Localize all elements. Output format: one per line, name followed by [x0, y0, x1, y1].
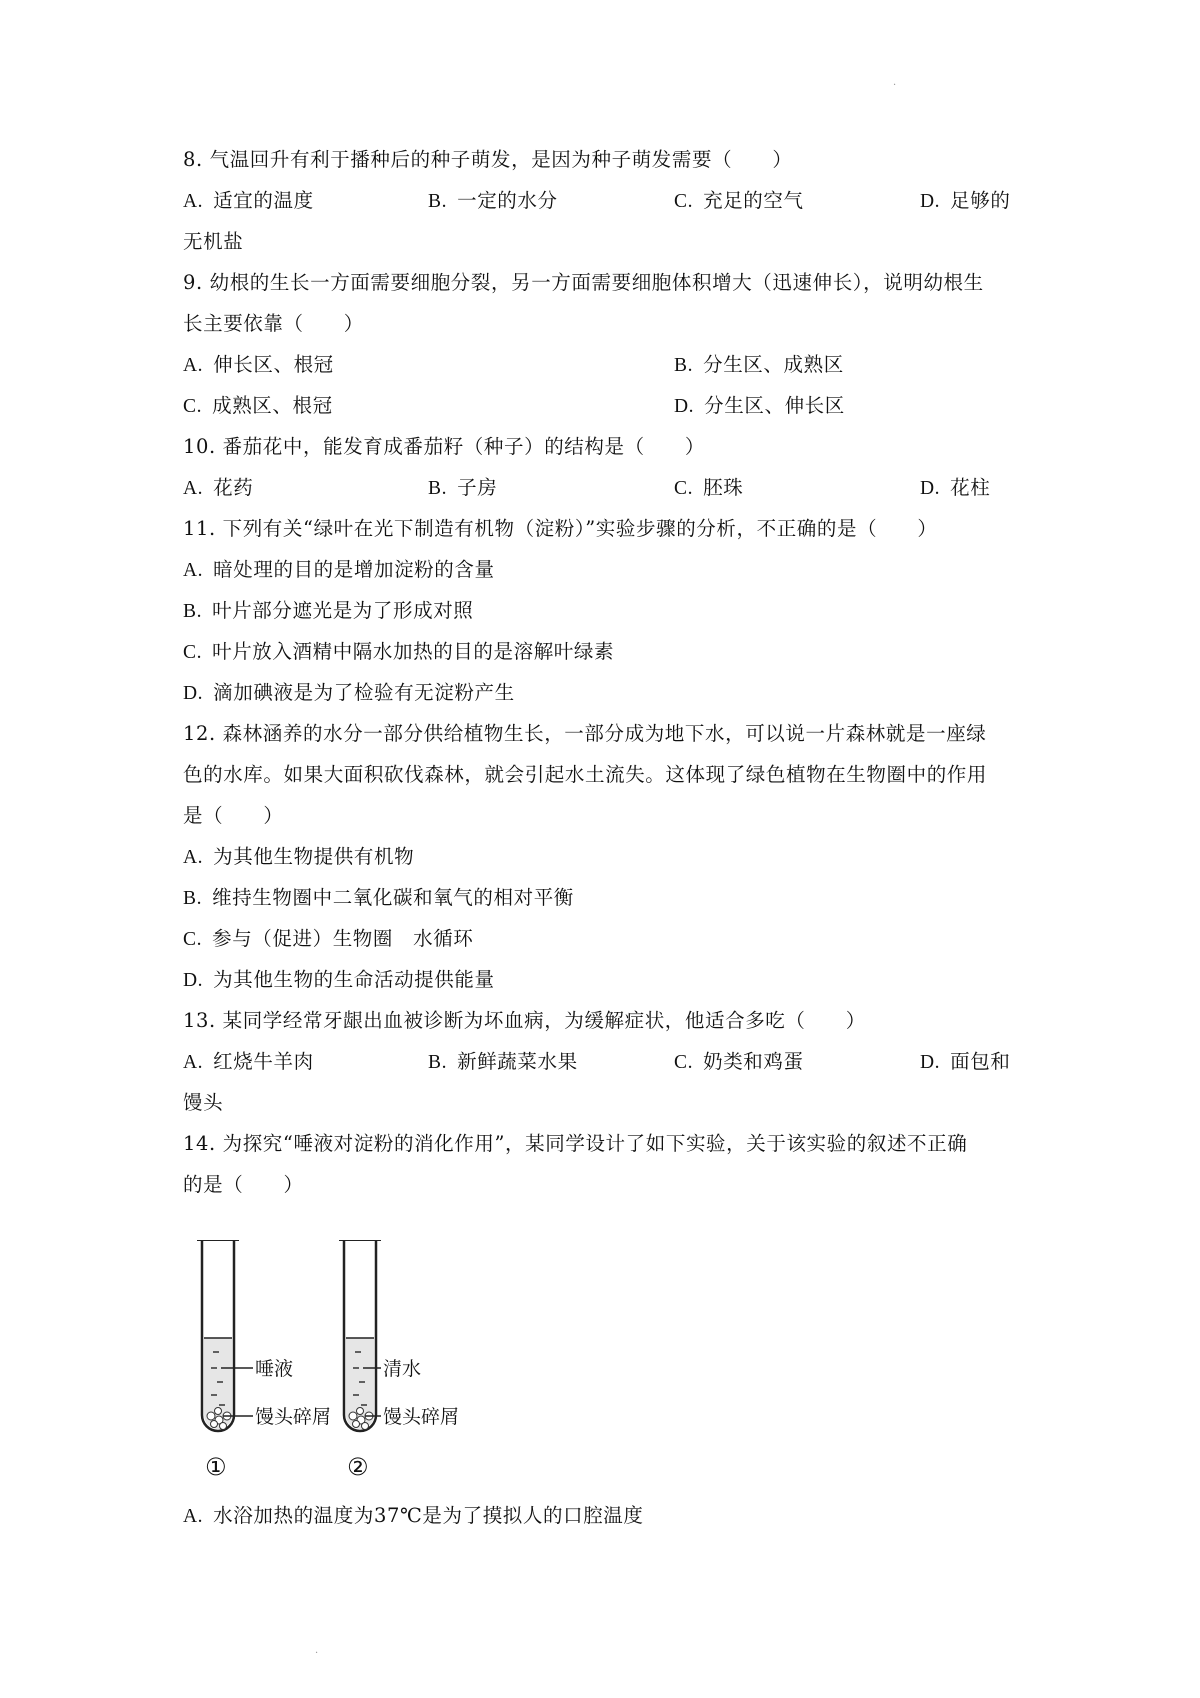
scan-dot: ·: [893, 80, 897, 91]
q11-option-b: B. 叶片部分遮光是为了形成对照: [183, 599, 474, 622]
q9-option-a: A. 伸长区、根冠: [183, 353, 334, 376]
q10-stem: 10. 番茄花中，能发育成番茄籽（种子）的结构是（ ）: [183, 435, 706, 458]
q13-option-a: A. 红烧牛羊肉: [183, 1050, 314, 1073]
q13-stem: 13. 某同学经常牙龈出血被诊断为坏血病，为缓解症状，他适合多吃（ ）: [183, 1009, 866, 1032]
q9-stem-line2: 长主要依靠（ ）: [183, 312, 364, 335]
q8-option-a: A. 适宜的温度: [183, 189, 314, 212]
q14-option-a: A. 水浴加热的温度为37℃是为了摸拟人的口腔温度: [183, 1504, 644, 1527]
tube2-liquid-label: 清水: [383, 1358, 422, 1380]
q11-stem: 11. 下列有关“绿叶在光下制造有机物（淀粉）”实验步骤的分析，不正确的是（ ）: [183, 517, 938, 540]
q11-option-d: D. 滴加碘液是为了检验有无淀粉产生: [183, 681, 515, 704]
test-tube-1: [197, 1240, 331, 1481]
tube1-solid-label: 馒头碎屑: [255, 1406, 332, 1428]
q12-option-c: C. 参与（促进）生物圈 水循环: [183, 927, 474, 950]
q9-stem-line1: 9. 幼根的生长一方面需要细胞分裂，另一方面需要细胞体积增大（迅速伸长），说明幼根生: [183, 271, 984, 294]
q11-option-c: C. 叶片放入酒精中隔水加热的目的是溶解叶绿素: [183, 640, 615, 663]
scan-dot: ·: [315, 1648, 319, 1659]
test-tube-2: [339, 1240, 459, 1481]
q10-option-b: B. 子房: [428, 476, 498, 499]
q13-option-d-continued: 馒头: [183, 1091, 224, 1114]
q14-stem-line1: 14. 为探究“唾液对淀粉的消化作用”，某同学设计了如下实验，关于该实验的叙述不正确: [183, 1132, 968, 1155]
tube1-liquid-label: 唾液: [255, 1358, 294, 1380]
q11-option-a: A. 暗处理的目的是增加淀粉的含量: [183, 558, 495, 581]
tube2-number: ②: [347, 1453, 369, 1481]
q9-option-d: D. 分生区、伸长区: [674, 394, 845, 417]
q10-option-d: D. 花柱: [920, 476, 991, 499]
q12-option-d: D. 为其他生物的生命活动提供能量: [183, 968, 495, 991]
tube2-solid-label: 馒头碎屑: [383, 1406, 460, 1428]
q8-option-d: D. 足够的: [920, 189, 1011, 212]
q10-option-c: C. 胚珠: [674, 476, 744, 499]
q8-option-d-continued: 无机盐: [183, 230, 244, 253]
q8-option-b: B. 一定的水分: [428, 189, 558, 212]
q10-option-a: A. 花药: [183, 476, 254, 499]
q12-option-b: B. 维持生物圈中二氧化碳和氧气的相对平衡: [183, 886, 574, 909]
q14-stem-line2: 的是（ ）: [183, 1173, 304, 1196]
q12-stem-line1: 12. 森林涵养的水分一部分供给植物生长，一部分成为地下水，可以说一片森林就是一座绿: [183, 722, 987, 745]
q13-option-c: C. 奶类和鸡蛋: [674, 1050, 804, 1073]
q12-stem-line3: 是（ ）: [183, 804, 284, 827]
q13-option-b: B. 新鲜蔬菜水果: [428, 1050, 578, 1073]
test-tube-figure: [183, 1240, 503, 1490]
tube1-number: ①: [205, 1453, 227, 1481]
q12-option-a: A. 为其他生物提供有机物: [183, 845, 415, 868]
q9-option-b: B. 分生区、成熟区: [674, 353, 844, 376]
q13-option-d: D. 面包和: [920, 1050, 1011, 1073]
q9-option-c: C. 成熟区、根冠: [183, 394, 333, 417]
test-tube-diagram: [183, 1240, 503, 1490]
q8-stem: 8. 气温回升有利于播种后的种子萌发，是因为种子萌发需要（ ）: [183, 148, 793, 171]
q8-option-c: C. 充足的空气: [674, 189, 804, 212]
q12-stem-line2: 色的水库。如果大面积砍伐森林，就会引起水土流失。这体现了绿色植物在生物圈中的作用: [183, 763, 988, 786]
